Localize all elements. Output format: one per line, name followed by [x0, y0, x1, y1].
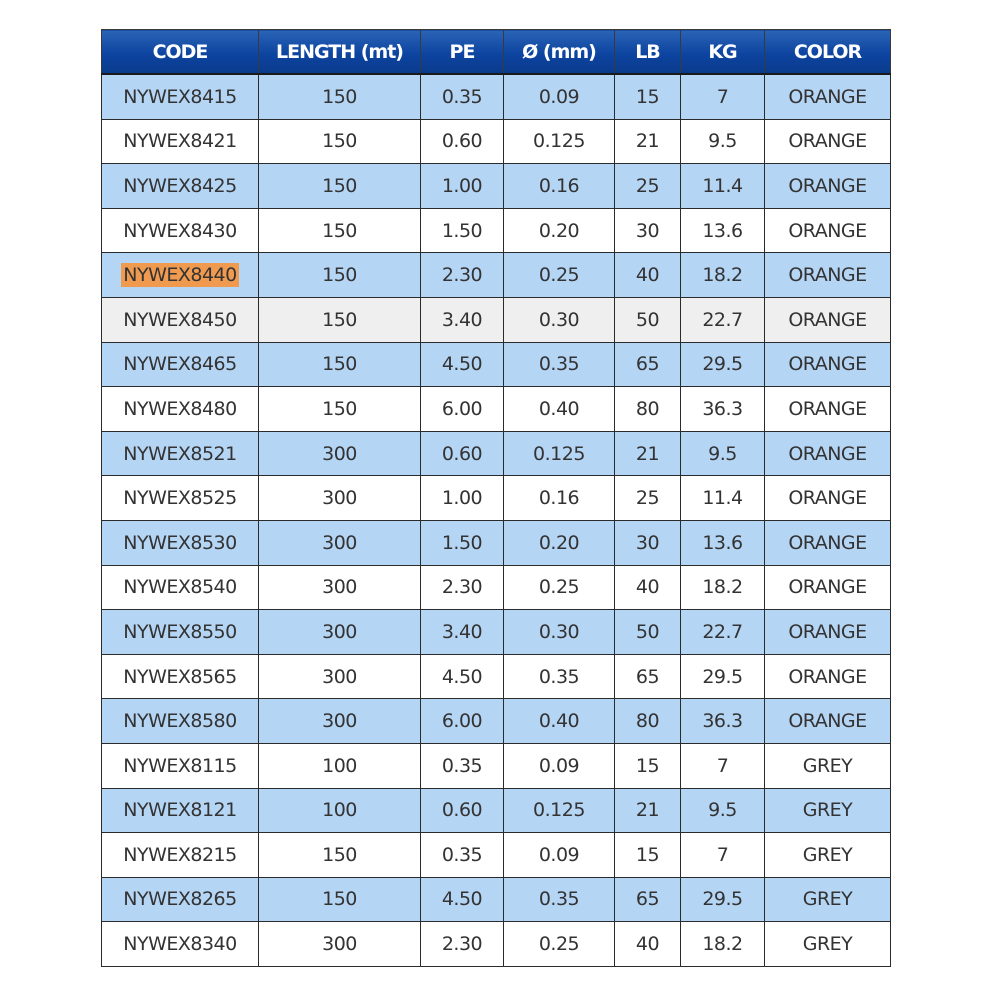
table-row: [102, 253, 891, 298]
table-row: [102, 387, 891, 432]
cell-lb: 15: [615, 74, 681, 119]
cell-length: 150: [259, 164, 421, 209]
cell-code: NYWEX8265: [102, 877, 259, 922]
header-color: COLOR: [765, 30, 891, 75]
cell-pe: 4.50: [421, 342, 504, 387]
cell-length: 300: [259, 699, 421, 744]
cell-length: 100: [259, 788, 421, 833]
cell-kg: 36.3: [681, 699, 765, 744]
cell-pe: 0.35: [421, 833, 504, 878]
cell-kg: 7: [681, 833, 765, 878]
cell-diameter: 0.09: [504, 743, 615, 788]
cell-length: 300: [259, 476, 421, 521]
cell-kg: 9.5: [681, 788, 765, 833]
cell-pe: 4.50: [421, 654, 504, 699]
cell-pe: 0.60: [421, 788, 504, 833]
table-row: [102, 297, 891, 342]
cell-lb: 30: [615, 520, 681, 565]
cell-length: 300: [259, 922, 421, 967]
cell-length: 150: [259, 208, 421, 253]
table-row: [102, 431, 891, 476]
table-row: [102, 476, 891, 521]
header-code: CODE: [102, 30, 259, 75]
cell-pe: 3.40: [421, 610, 504, 655]
table-row: [102, 743, 891, 788]
cell-kg: 18.2: [681, 922, 765, 967]
cell-diameter: 0.40: [504, 699, 615, 744]
cell-diameter: 0.16: [504, 164, 615, 209]
cell-length: 300: [259, 654, 421, 699]
cell-code: NYWEX8521: [102, 431, 259, 476]
cell-lb: 65: [615, 654, 681, 699]
cell-lb: 65: [615, 342, 681, 387]
cell-diameter: 0.35: [504, 877, 615, 922]
cell-kg: 29.5: [681, 342, 765, 387]
cell-color: ORANGE: [765, 387, 891, 432]
cell-length: 150: [259, 253, 421, 298]
spec-table: [101, 29, 891, 967]
cell-code: NYWEX8550: [102, 610, 259, 655]
cell-lb: 15: [615, 833, 681, 878]
cell-lb: 80: [615, 387, 681, 432]
cell-color: GREY: [765, 922, 891, 967]
cell-code: NYWEX8121: [102, 788, 259, 833]
table-row: [102, 565, 891, 610]
cell-color: ORANGE: [765, 164, 891, 209]
cell-color: ORANGE: [765, 253, 891, 298]
cell-lb: 21: [615, 431, 681, 476]
cell-lb: 25: [615, 476, 681, 521]
table-row: [102, 208, 891, 253]
cell-code: NYWEX8340: [102, 922, 259, 967]
cell-diameter: 0.25: [504, 253, 615, 298]
cell-pe: 0.35: [421, 74, 504, 119]
table-row: [102, 164, 891, 209]
cell-color: ORANGE: [765, 610, 891, 655]
cell-pe: 1.50: [421, 520, 504, 565]
cell-color: ORANGE: [765, 342, 891, 387]
header-diameter: Ø (mm): [504, 30, 615, 75]
cell-kg: 22.7: [681, 610, 765, 655]
cell-code: NYWEX8215: [102, 833, 259, 878]
table-row: [102, 922, 891, 967]
cell-kg: 29.5: [681, 654, 765, 699]
table-row: [102, 654, 891, 699]
cell-code: NYWEX8415: [102, 74, 259, 119]
cell-lb: 40: [615, 922, 681, 967]
cell-pe: 1.50: [421, 208, 504, 253]
table-row: [102, 788, 891, 833]
cell-length: 300: [259, 431, 421, 476]
cell-code: NYWEX8425: [102, 164, 259, 209]
cell-length: 150: [259, 119, 421, 164]
cell-color: ORANGE: [765, 699, 891, 744]
cell-diameter: 0.125: [504, 788, 615, 833]
cell-length: 150: [259, 74, 421, 119]
cell-color: GREY: [765, 833, 891, 878]
cell-lb: 80: [615, 699, 681, 744]
cell-code: NYWEX8580: [102, 699, 259, 744]
cell-color: ORANGE: [765, 119, 891, 164]
spec-table-container: [101, 29, 890, 967]
cell-pe: 1.00: [421, 164, 504, 209]
cell-code: NYWEX8530: [102, 520, 259, 565]
cell-length: 150: [259, 877, 421, 922]
cell-kg: 9.5: [681, 119, 765, 164]
cell-length: 150: [259, 833, 421, 878]
cell-pe: 0.60: [421, 431, 504, 476]
cell-color: GREY: [765, 788, 891, 833]
table-row: [102, 119, 891, 164]
cell-length: 100: [259, 743, 421, 788]
cell-color: ORANGE: [765, 297, 891, 342]
table-row: [102, 342, 891, 387]
cell-diameter: 0.09: [504, 74, 615, 119]
cell-diameter: 0.25: [504, 565, 615, 610]
cell-color: GREY: [765, 743, 891, 788]
cell-diameter: 0.20: [504, 208, 615, 253]
cell-code: [102, 253, 259, 298]
header-row: [102, 30, 891, 75]
cell-length: 300: [259, 610, 421, 655]
cell-diameter: 0.125: [504, 431, 615, 476]
cell-pe: 6.00: [421, 387, 504, 432]
cell-diameter: 0.35: [504, 654, 615, 699]
cell-code: NYWEX8421: [102, 119, 259, 164]
cell-kg: 29.5: [681, 877, 765, 922]
header-length: LENGTH (mt): [259, 30, 421, 75]
cell-diameter: 0.30: [504, 297, 615, 342]
cell-kg: 9.5: [681, 431, 765, 476]
cell-kg: 22.7: [681, 297, 765, 342]
cell-code: NYWEX8525: [102, 476, 259, 521]
cell-kg: 11.4: [681, 164, 765, 209]
cell-color: ORANGE: [765, 208, 891, 253]
cell-color: ORANGE: [765, 476, 891, 521]
cell-kg: 36.3: [681, 387, 765, 432]
cell-lb: 21: [615, 119, 681, 164]
cell-code: NYWEX8480: [102, 387, 259, 432]
table-row: [102, 699, 891, 744]
cell-pe: 2.30: [421, 565, 504, 610]
cell-pe: 0.35: [421, 743, 504, 788]
cell-diameter: 0.30: [504, 610, 615, 655]
table-row: [102, 610, 891, 655]
cell-kg: 18.2: [681, 565, 765, 610]
cell-lb: 30: [615, 208, 681, 253]
cell-diameter: 0.25: [504, 922, 615, 967]
cell-code: NYWEX8465: [102, 342, 259, 387]
cell-lb: 50: [615, 297, 681, 342]
cell-lb: 50: [615, 610, 681, 655]
cell-code: NYWEX8115: [102, 743, 259, 788]
header-pe: PE: [421, 30, 504, 75]
cell-diameter: 0.35: [504, 342, 615, 387]
table-header: [102, 30, 891, 75]
cell-pe: 0.60: [421, 119, 504, 164]
cell-kg: 11.4: [681, 476, 765, 521]
cell-pe: 6.00: [421, 699, 504, 744]
table-row: [102, 833, 891, 878]
cell-length: 300: [259, 565, 421, 610]
cell-length: 300: [259, 520, 421, 565]
cell-diameter: 0.20: [504, 520, 615, 565]
cell-length: 150: [259, 387, 421, 432]
cell-lb: 25: [615, 164, 681, 209]
cell-length: 150: [259, 342, 421, 387]
cell-diameter: 0.125: [504, 119, 615, 164]
cell-pe: 2.30: [421, 922, 504, 967]
cell-kg: 13.6: [681, 208, 765, 253]
table-row: [102, 74, 891, 119]
cell-pe: 4.50: [421, 877, 504, 922]
cell-kg: 13.6: [681, 520, 765, 565]
header-kg: KG: [681, 30, 765, 75]
cell-kg: 18.2: [681, 253, 765, 298]
cell-color: GREY: [765, 877, 891, 922]
cell-kg: 7: [681, 74, 765, 119]
cell-diameter: 0.16: [504, 476, 615, 521]
cell-pe: 2.30: [421, 253, 504, 298]
cell-pe: 3.40: [421, 297, 504, 342]
cell-code: NYWEX8565: [102, 654, 259, 699]
table-row: [102, 520, 891, 565]
cell-color: ORANGE: [765, 74, 891, 119]
cell-lb: 65: [615, 877, 681, 922]
cell-lb: 15: [615, 743, 681, 788]
cell-length: 150: [259, 297, 421, 342]
table-row: [102, 877, 891, 922]
highlighted-code: NYWEX8440: [123, 264, 237, 287]
cell-kg: 7: [681, 743, 765, 788]
cell-diameter: 0.40: [504, 387, 615, 432]
cell-code: NYWEX8430: [102, 208, 259, 253]
cell-pe: 1.00: [421, 476, 504, 521]
cell-lb: 40: [615, 253, 681, 298]
cell-code: NYWEX8540: [102, 565, 259, 610]
cell-color: ORANGE: [765, 654, 891, 699]
header-lb: LB: [615, 30, 681, 75]
cell-color: ORANGE: [765, 565, 891, 610]
cell-lb: 21: [615, 788, 681, 833]
cell-lb: 40: [615, 565, 681, 610]
cell-code: NYWEX8450: [102, 297, 259, 342]
cell-color: ORANGE: [765, 431, 891, 476]
cell-diameter: 0.09: [504, 833, 615, 878]
table-body: [102, 74, 891, 966]
cell-color: ORANGE: [765, 520, 891, 565]
